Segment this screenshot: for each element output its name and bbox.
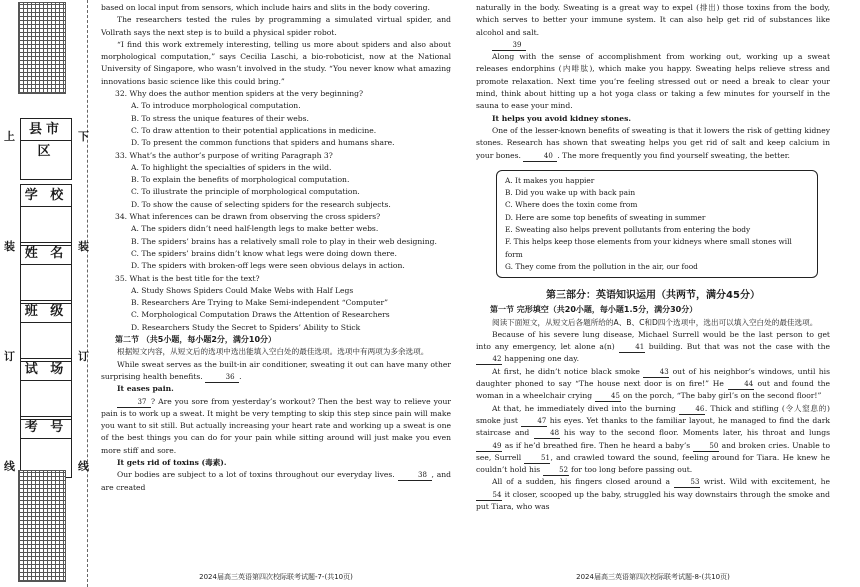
option[interactable]: C. Morphological Computation Draws the Attention of Researchers (131, 310, 390, 320)
blank-46[interactable]: 46 (679, 404, 705, 415)
field-exam-number[interactable]: 考 号 (20, 416, 72, 478)
mark-bind-right: 装 (78, 240, 89, 253)
subheading: It helps you avoid kidney stones. (492, 113, 632, 123)
subheading: It gets rid of toxins (毒素). (117, 457, 227, 467)
option[interactable]: C. The spiders’ brains didn’t know what legs were doing down there. (131, 248, 397, 258)
blank-53[interactable]: 53 (674, 477, 700, 488)
option[interactable]: C. To illustrate the principle of morphological computation. (131, 187, 360, 197)
blank-52[interactable]: 52 (543, 465, 569, 476)
paragraph: 37 ? Are you sore from yesterday’s workout? Then the best way to relieve your pain is to work up a sweat. It might be very tempting to skip this step since pain will make you want to sit still. But actually increasing your heart rate and working up a sweat is one of the best things you can do for your pain while sitting around will just make you even more stiff and sore. (101, 396, 451, 455)
field-county[interactable]: 县市区 (20, 118, 72, 180)
paragraph: At first, he didn’t notice black smoke 43 out of his neighbor’s windows, until his daughter phoned to say “The house next door is on fire!” He 44 out and found the woman in a wheelchair crying 45 on the porch, “The baby girl’s on the second floor!” (476, 366, 831, 401)
blank-48[interactable]: 48 (534, 428, 560, 439)
paragraph: All of a sudden, his fingers closed around a 53 wrist. Wild with excitement, he 54 it closer, scooped up the baby, struggled his way downstairs through the smoke and put Tiara, who was (476, 477, 830, 511)
field-name[interactable]: 姓 名 (20, 242, 72, 304)
mark-staple-right: 订 (78, 350, 89, 363)
option[interactable]: A. To highlight the specialties of spiders in the wild. (131, 162, 332, 172)
paragraph: based on local input from sensors, which include hairs and slits in the body covering. (101, 3, 430, 12)
blank-47[interactable]: 47 (521, 416, 547, 427)
mark-line-left: 线 (4, 460, 15, 473)
mark-down: 下 (78, 130, 89, 143)
field-exam-room[interactable]: 试 场 (20, 358, 72, 420)
option[interactable]: A. It makes you happier (505, 175, 595, 185)
blank-37[interactable]: 37 (117, 397, 151, 408)
option[interactable]: B. The spiders’ brains has a relatively small role to play in their web designing. (131, 236, 437, 246)
question-35: 35. What is the best title for the text? (115, 273, 260, 283)
option[interactable]: B. To explain the benefits of morphological computation. (131, 175, 350, 185)
blank-38[interactable]: 38 (398, 470, 432, 481)
page-footer: 2024届高三英语第四次校际联考试题-7-(共10页) (199, 572, 353, 581)
paragraph: naturally in the body. Sweating is a great way to expel (排出) those toxins from the body, which serves to better your immune system. It can also help get rid of substances like alcohol and salt. (476, 3, 830, 37)
section-2-instructions: 根据短文内容，从短文后的选项中选出能填入空白处的最佳选项。选项中有两项为多余选项。 (117, 347, 429, 357)
blank-49[interactable]: 49 (476, 441, 502, 452)
option[interactable]: B. To stress the unique features of their webs. (131, 113, 309, 123)
option[interactable]: G. They come from the pollution in the air, our food (505, 261, 698, 271)
blank-50[interactable]: 50 (693, 441, 719, 452)
blank-45[interactable]: 45 (595, 391, 621, 402)
section-2-title: 第二节 （共5小题，每小题2分，满分10分） (115, 335, 277, 345)
option[interactable]: C. To draw attention to their potential applications in medicine. (131, 125, 377, 135)
options-box (496, 170, 818, 278)
blank-39[interactable]: 39 (492, 40, 526, 51)
question-32: 32. Why does the author mention spiders at the very beginning? (115, 89, 364, 99)
barcode-grid-top (18, 2, 66, 94)
paragraph: Along with the sense of accomplishment from working out, working up a sweat releases endorphins (内啡肽), which make you happy. Sweating helps relieve stress and promote relaxation. Next time you’re feeling stressed out or need a break to clear your mind, think about hitting up a hot yoga class or taking a few minutes for yourself in the sauna to ease your mind. (476, 52, 830, 111)
paragraph: Our bodies are subject to a lot of toxins throughout our everyday lives. 38 , and are created (101, 470, 451, 492)
paragraph: Because of his severe lung disease, Michael Surrell would be the last person to get into any emergency, let alone a(n) 41 building. But that was not the case with the 42 happening one day. (476, 329, 830, 364)
option[interactable]: A. The spiders didn’t need half-length legs to make better webs. (131, 224, 379, 234)
page-8 (476, 0, 830, 587)
option[interactable]: D. To present the common functions that spiders and humans share. (131, 138, 395, 148)
option[interactable]: F. This helps keep those elements from your kidneys where small stones will form (505, 237, 792, 259)
blank-42[interactable]: 42 (476, 354, 502, 365)
paragraph: At that, he immediately dived into the burning 46. Thick and stifling (令人窒息的) smoke just 47 his eyes. Yet thanks to the familiar layout, he managed to find the dark staircase and 48 his way to the second floor. Moments later, his throat and lungs 49 as if he’d breathed fire. Then he heard a baby’s 50 and broken cries. Unable to see, Surrell 51, and crawled toward the sound, feeling around for Tiara. He knew he couldn’t hold his 52 for too long before passing out. (476, 403, 831, 475)
option[interactable]: D. Here are some top benefits of sweating in summer (505, 212, 706, 222)
option[interactable]: D. To show the cause of selecting spiders for the research subjects. (131, 199, 391, 209)
binding-dash-line (87, 0, 88, 587)
paragraph: “I find this work extremely interesting, telling us more about spiders and also about morphological computation,” says Cecilia Laschi, a bio-roboticist, now at the National University of Singapore, who wasn’t involved in the study. “You never know what amazing innovations basic science like this could bring.” (101, 39, 451, 86)
page-7 (101, 0, 451, 587)
blank-41[interactable]: 41 (619, 342, 645, 353)
mark-line-right: 线 (78, 460, 89, 473)
mark-up: 上 (4, 130, 15, 143)
blank-51[interactable]: 51 (524, 453, 550, 464)
paragraph: One of the lesser-known benefits of sweating is that it lowers the risk of getting kidney stones. Research has shown that sweating helps you get rid of salt and keep calcium in your bones. 40 . The more frequently you find yourself sweating, the better. (476, 125, 830, 160)
blank-36[interactable]: 36 (205, 372, 239, 383)
paragraph: The researchers tested the rules by programming a simulated virtual spider, and Vollrath says the next step is to build a physical spider robot. (101, 15, 451, 37)
question-34: 34. What inferences can be drawn from observing the cross spiders? (115, 212, 381, 222)
option[interactable]: D. Researchers Study the Secret to Spiders’ Ability to Stick (131, 322, 361, 332)
blank-40[interactable]: 40 (523, 151, 557, 162)
option[interactable]: E. Sweating also helps prevent pollutants from entering the body (505, 225, 751, 235)
field-school[interactable]: 学 校 (20, 184, 72, 246)
paragraph (476, 39, 830, 51)
option[interactable]: B. Did you wake up with back pain (505, 188, 636, 198)
option[interactable]: A. To introduce morphological computation. (131, 101, 301, 111)
field-class[interactable]: 班 级 (20, 300, 72, 362)
mark-bind-left: 装 (4, 240, 15, 253)
option[interactable]: D. The spiders with broken-off legs were seen obvious delays in action. (131, 261, 405, 271)
blank-44[interactable]: 44 (728, 379, 754, 390)
part-3-title: 第三部分：英语知识运用（共两节，满分45分） (546, 290, 760, 302)
option[interactable]: C. Where does the toxin come from (505, 200, 638, 210)
blank-54[interactable]: 54 (476, 490, 502, 501)
barcode-grid-bottom (18, 470, 66, 582)
binding-strip (0, 0, 92, 587)
section-1-instructions: 阅读下面短文，从短文后各题所给的A、B、C和D四个选项中，选出可以填入空白处的最佳选项。 (492, 317, 818, 327)
section-1-title: 第一节 完形填空（共20小题，每小题1.5分，满分30分） (490, 305, 698, 315)
page-footer: 2024届高三英语第四次校际联考试题-8-(共10页) (576, 572, 730, 581)
option[interactable]: A. Study Shows Spiders Could Make Webs with Half Legs (131, 285, 354, 295)
subheading: It eases pain. (117, 384, 174, 394)
question-33: 33. What’s the author’s purpose of writing Paragraph 3? (115, 150, 333, 160)
option[interactable]: B. Researchers Are Trying to Make Semi-independent “Computer” (131, 298, 388, 308)
mark-staple-left: 订 (4, 350, 15, 363)
blank-43[interactable]: 43 (643, 367, 669, 378)
paragraph: While sweat serves as the built-in air conditioner, sweating it out can have many other surprising health benefits. 36 . (101, 359, 451, 381)
